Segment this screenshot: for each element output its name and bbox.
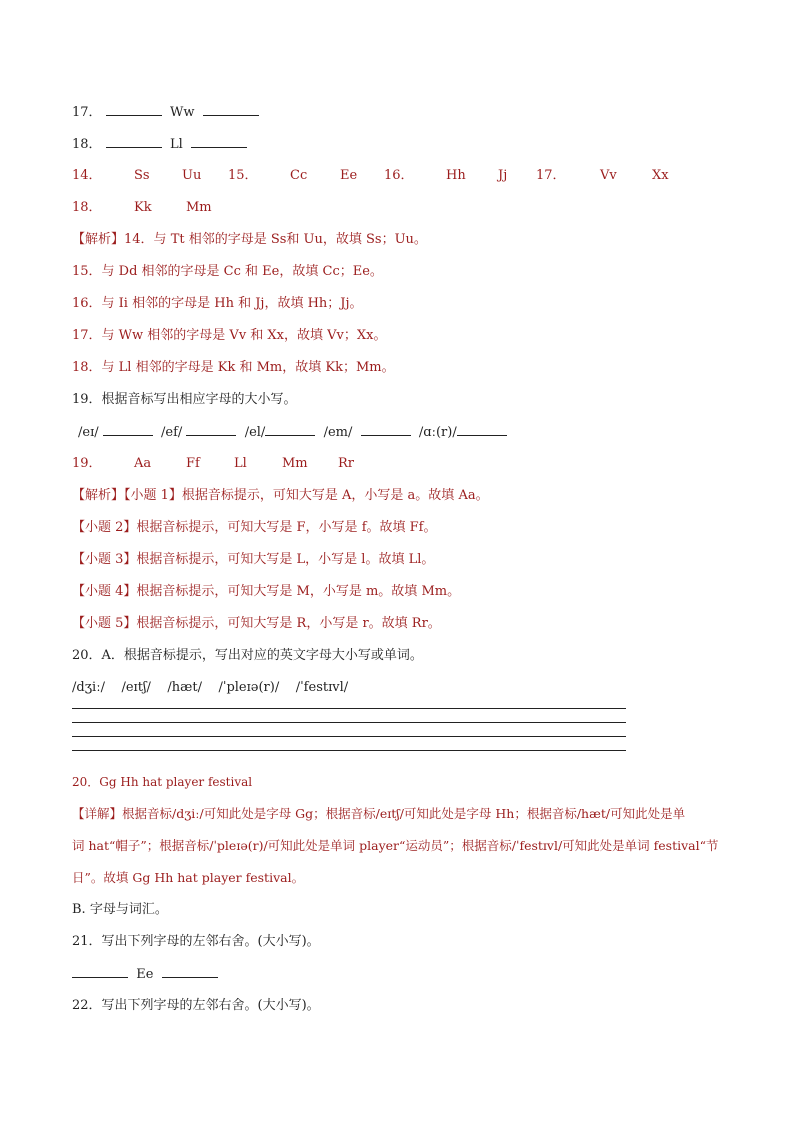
writing-line[interactable] bbox=[72, 708, 626, 709]
answer-blank[interactable] bbox=[203, 104, 259, 116]
answer-blank[interactable] bbox=[361, 424, 411, 436]
explanation-14: 【解析】14．与 Tt 相邻的字母是 Ss和 Uu，故填 Ss；Uu。 bbox=[72, 232, 427, 247]
answer-blank[interactable] bbox=[162, 966, 218, 978]
writing-line[interactable] bbox=[72, 750, 626, 751]
writing-line[interactable] bbox=[72, 736, 626, 737]
question-20-phonetics: /dʒiː/ /eɪtʃ/ /hæt/ /ˈpleɪə(r)/ /ˈfestɪvl/ bbox=[72, 680, 349, 695]
answer-blank[interactable] bbox=[106, 136, 162, 148]
answer-row-14-17: 14． Ss Uu 15． Cc Ee 16． Hh Jj 17． Vv Xx bbox=[72, 168, 669, 183]
explanation-19-2: 【小题 2】根据音标提示，可知大写是 F，小写是 f。故填 Ff。 bbox=[72, 520, 437, 535]
question-22-prompt: 22．写出下列字母的左邻右舍。(大小写)。 bbox=[72, 998, 320, 1013]
answer-blank[interactable] bbox=[191, 136, 247, 148]
explanation-16: 16．与 Ii 相邻的字母是 Hh 和 Jj，故填 Hh；Jj。 bbox=[72, 296, 363, 311]
explanation-19-5: 【小题 5】根据音标提示，可知大写是 R，小写是 r。故填 Rr。 bbox=[72, 616, 441, 631]
answer-blank[interactable] bbox=[186, 424, 236, 436]
answer-blank[interactable] bbox=[106, 104, 162, 116]
answer-row-19: 19． Aa Ff Ll Mm Rr bbox=[72, 456, 355, 471]
question-19-prompt: 19．根据音标写出相应字母的大小写。 bbox=[72, 392, 297, 407]
explanation-19-1: 【解析】【小题 1】根据音标提示，可知大写是 A，小写是 a。故填 Aa。 bbox=[72, 488, 489, 503]
explanation-19-3: 【小题 3】根据音标提示，可知大写是 L，小写是 l。故填 Ll。 bbox=[72, 552, 435, 567]
answer-blank[interactable] bbox=[103, 424, 153, 436]
answer-20: 20．Gg Hh hat player festival bbox=[72, 775, 253, 789]
question-20-prompt: 20．A．根据音标提示，写出对应的英文字母大小写或单词。 bbox=[72, 648, 423, 663]
answer-blank[interactable] bbox=[265, 424, 315, 436]
explanation-17: 17．与 Ww 相邻的字母是 Vv 和 Xx，故填 Vv；Xx。 bbox=[72, 328, 387, 343]
writing-line[interactable] bbox=[72, 722, 626, 723]
section-b-heading: B. 字母与词汇。 bbox=[72, 902, 168, 917]
answer-blank[interactable] bbox=[72, 966, 128, 978]
explanation-18: 18．与 Ll 相邻的字母是 Kk 和 Mm，故填 Kk；Mm。 bbox=[72, 360, 395, 375]
explanation-15: 15．与 Dd 相邻的字母是 Cc 和 Ee，故填 Cc；Ee。 bbox=[72, 264, 383, 279]
answer-blank[interactable] bbox=[457, 424, 507, 436]
question-21-blanks: Ee bbox=[72, 966, 218, 983]
detail-20-line-3: 日”。故填 Gg Hh hat player festival。 bbox=[72, 870, 305, 885]
detail-20-line-1: 【详解】根据音标/dʒiː/可知此处是字母 Gg；根据音标/eɪtʃ/可知此处是字母 Hh；根据音标/hæt/可知此处是单 bbox=[72, 806, 686, 821]
detail-20-line-2: 词 hat“帽子”；根据音标/ˈpleɪə(r)/可知此处是单词 player“运动员”；根据音标/ˈfestɪvl/可知此处是单词 festival“节 bbox=[72, 838, 719, 853]
question-21-prompt: 21．写出下列字母的左邻右舍。(大小写)。 bbox=[72, 934, 320, 949]
answer-row-18: 18． Kk Mm bbox=[72, 200, 212, 215]
explanation-19-4: 【小题 4】根据音标提示，可知大写是 M，小写是 m。故填 Mm。 bbox=[72, 584, 461, 599]
question-18: 18． Ll bbox=[72, 136, 247, 153]
question-19-phonetics: /eɪ/ /ef/ /el/ /em/ /ɑː(r)/ bbox=[78, 424, 507, 441]
question-17: 17． Ww bbox=[72, 104, 259, 121]
